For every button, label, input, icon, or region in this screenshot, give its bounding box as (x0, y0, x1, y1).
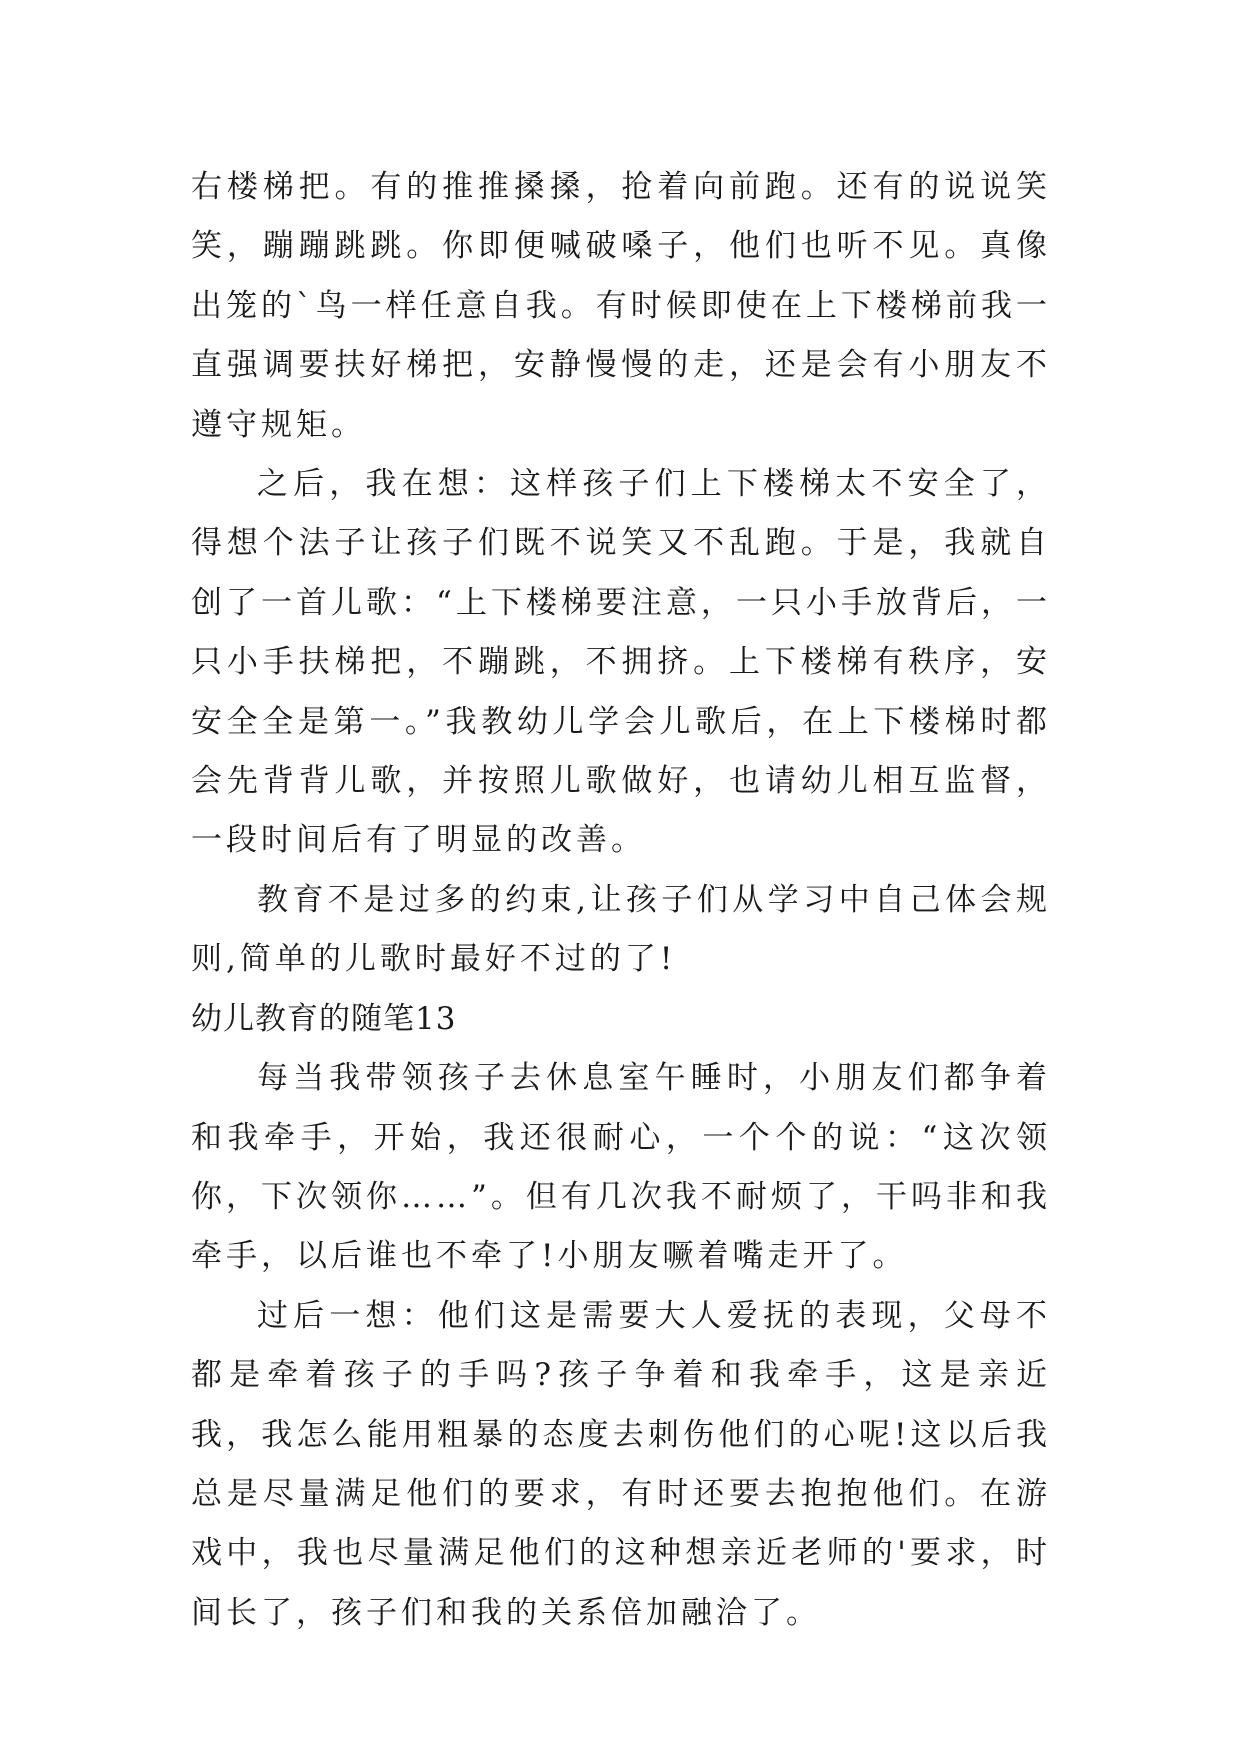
paragraph: 过后一想：他们这是需要大人爱抚的表现，父母不都是牵着孩子的手吗?孩子争着和我牵手，这是亲近我，我怎么能用粗暴的态度去刺伤他们的心呢!这以后我总是尽量满足他们的要求，有时还要去抱抱他们。在游戏中，我也尽量满足他们的这种想亲近老师的'要求，时间长了，孩子们和我的关系倍加融洽了。 (191, 1297, 1051, 1631)
paragraph-continuation: 右楼梯把。有的推推搡搡，抢着向前跑。还有的说说笑笑，蹦蹦跳跳。你即便喊破嗓子，他们也听不见。真像出笼的`鸟一样任意自我。有时候即使在上下楼梯前我一直强调要扶好梯把，安静慢慢的走，还是会有小朋友不遵守规矩。 (191, 169, 1051, 443)
paragraph: 教育不是过多的约束,让孩子们从学习中自己体会规则,简单的儿歌时最好不过的了! (191, 881, 1051, 978)
paragraph: 每当我带领孩子去休息室午睡时，小朋友们都争着和我牵手，开始，我还很耐心，一个个的说：“这次领你，下次领你……”。但有几次我不耐烦了，干吗非和我牵手，以后谁也不牵了!小朋友噘着嘴走开了。 (191, 1060, 1051, 1275)
paragraph: 之后，我在想：这样孩子们上下楼梯太不安全了，得想个法子让孩子们既不说笑又不乱跑。于是，我就自创了一首儿歌：“上下楼梯要注意，一只小手放背后，一只小手扶梯把，不蹦跳，不拥挤。上下楼梯有秩序，安安全全是第一。”我教幼儿学会儿歌后，在上下楼梯时都会先背背儿歌，并按照儿歌做好，也请幼儿相互监督，一段时间后有了明显的改善。 (191, 466, 1051, 859)
section-title: 幼儿教育的随笔13 (191, 1000, 457, 1037)
document-body (191, 158, 1051, 1643)
